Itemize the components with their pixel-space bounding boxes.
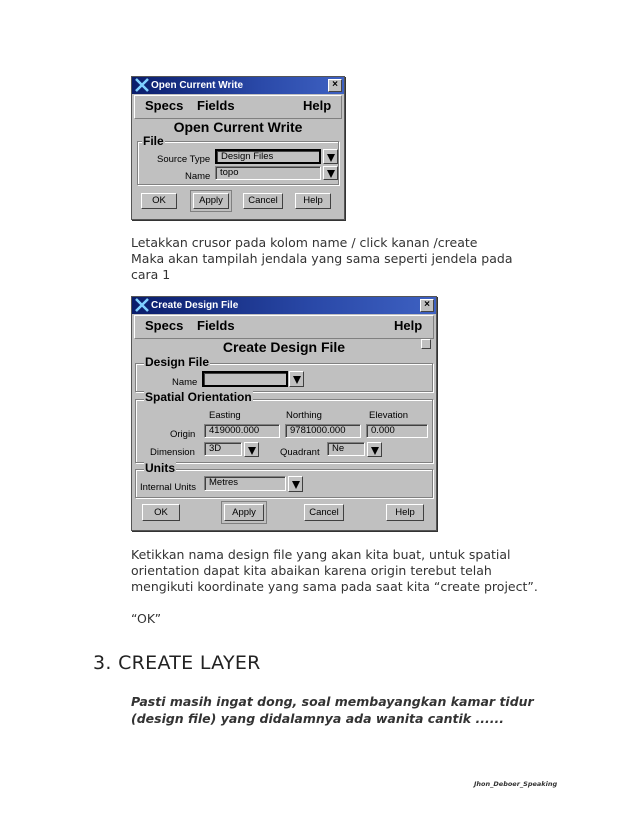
quadrant-dropdown-button[interactable] [367,442,382,457]
dialog-titlebar[interactable] [132,297,436,314]
footer-author: Jhon_Deboer_Speaking [474,780,558,788]
app-x-logo-icon [135,78,149,92]
dimension-field[interactable]: 3D [204,442,242,456]
menu-help[interactable]: Help [303,98,332,113]
paragraph-line: mengikuti koordinate yang sama pada saat kita “create project”. [131,579,538,594]
ok-button[interactable]: OK [141,193,177,209]
menu-bar [134,315,434,339]
name-dropdown-button[interactable] [323,166,338,180]
menu-bar [134,95,342,119]
dialog-heading: Open Current Write [173,119,303,135]
app-x-logo-icon [135,298,149,312]
dialog-heading: Create Design File [222,339,346,355]
cancel-button[interactable]: Cancel [243,193,283,209]
chevron-down-icon [248,447,256,455]
ok-quote-text: “OK” [131,611,162,626]
dialog-title: Open Current Write [151,80,244,91]
menu-specs[interactable]: Specs [145,98,184,113]
help-button[interactable]: Help [295,193,331,209]
instruction-paragraph-1 [131,235,512,283]
quadrant-label: Quadrant [280,447,320,458]
cancel-button[interactable]: Cancel [304,504,344,521]
origin-label: Origin [170,429,196,440]
internal-units-field[interactable]: Metres [204,476,286,491]
origin-northing-field[interactable]: 9781000.000 [285,424,361,438]
section-heading: 3. CREATE LAYER [93,652,261,674]
paragraph-line: Maka akan tampilah jendala yang sama seperti jendela pada [131,251,513,266]
design-file-group-label: Design File [145,355,210,369]
dimension-dropdown-button[interactable] [244,442,259,457]
instruction-paragraph-2 [131,547,538,595]
name-label: Name [185,171,211,182]
paragraph-line: cara 1 [131,267,171,282]
section-italic-paragraph [131,693,534,727]
help-button[interactable]: Help [386,504,424,521]
menu-specs[interactable]: Specs [145,318,184,333]
create-design-file-dialog [131,296,437,531]
internal-units-label: Internal Units [140,482,196,493]
name-dropdown-button[interactable] [289,371,304,387]
paragraph-line: orientation dapat kita abaikan karena origin terebut telah [131,563,492,578]
paragraph-line: Pasti masih ingat dong, soal membayangkan kamar tidur [131,694,534,709]
name-field[interactable]: topo [215,166,321,180]
menu-help[interactable]: Help [394,318,423,333]
menu-fields[interactable]: Fields [197,98,235,113]
dialog-title: Create Design File [151,300,239,311]
source-type-label: Source Type [157,154,211,165]
elevation-column-label: Elevation [369,410,409,421]
dimension-label: Dimension [150,447,195,458]
chevron-down-icon [327,170,335,178]
origin-easting-field[interactable]: 419000.000 [204,424,280,438]
apply-button[interactable]: Apply [193,193,229,209]
paragraph-line: Ketikkan nama design file yang akan kita buat, untuk spatial [131,547,511,562]
chevron-down-icon [292,481,300,489]
file-group-label: File [143,134,164,148]
units-group-label: Units [145,461,175,475]
menu-fields[interactable]: Fields [197,318,235,333]
minimize-icon[interactable] [421,339,431,349]
name-label: Name [172,377,198,388]
chevron-down-icon [327,154,335,162]
open-current-write-dialog [131,76,345,220]
northing-column-label: Northing [286,410,322,421]
spatial-orientation-group-label: Spatial Orientation [145,390,252,404]
chevron-down-icon [293,376,301,384]
quadrant-field[interactable]: Ne [327,442,365,456]
paragraph-line: Letakkan crusor pada kolom name / click kanan /create [131,235,478,250]
design-file-name-field[interactable] [202,371,288,387]
origin-elevation-field[interactable]: 0.000 [366,424,428,438]
apply-button[interactable]: Apply [224,504,264,521]
close-icon[interactable]: × [328,79,342,92]
dialog-titlebar[interactable] [132,77,344,94]
source-type-field[interactable]: Design Files [215,149,321,164]
source-type-dropdown-button[interactable] [323,149,338,164]
chevron-down-icon [371,447,379,455]
paragraph-line: (design file) yang didalamnya ada wanita cantik ...... [131,711,504,726]
ok-button[interactable]: OK [142,504,180,521]
internal-units-dropdown-button[interactable] [288,476,303,492]
easting-column-label: Easting [209,410,241,421]
close-icon[interactable]: × [420,299,434,312]
